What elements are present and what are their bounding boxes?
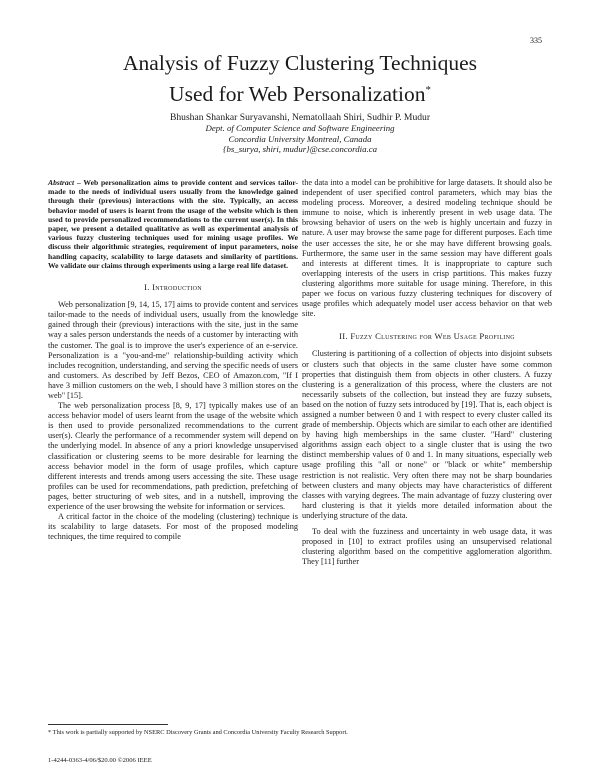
- author-block: [0, 112, 600, 155]
- page-number: 335: [530, 36, 542, 45]
- abstract-label: Abstract –: [48, 178, 81, 187]
- right-column: [302, 178, 552, 567]
- intro-paragraph-1: Web personalization [9, 14, 15, 17] aims to provide content and services tailor-made to the needs of individual users, usually from the knowledge gained through their (previous) interactions with the site, just in the same way a sales person understands the needs of a customer by interacting with the customer. The goal is to improve the user's experience of an e-service. Personalization is a "you-and-me" relationship-building activity which includes recognition, understanding, and serving the specific needs of users and customers. As described by Jeff Bezos, CEO of Amazon.com, "If I have 3 million customers on the web, I should have 3 million stores on the web" [15].: [48, 300, 298, 400]
- left-column: [48, 178, 298, 542]
- title-line-2: Used for Web Personalization: [169, 82, 426, 107]
- section-heading-fuzzy-clustering: II. Fuzzy Clustering for Web Usage Profiling: [339, 331, 515, 342]
- clustering-paragraph-2: To deal with the fuzziness and uncertainty in web usage data, it was proposed in [10] to extract profiles using an unsupervised relational clustering algorithm based on the competitive agglomeration algorithm. They [11] further: [302, 527, 552, 567]
- affiliation-department: Dept. of Computer Science and Software Engineering: [205, 123, 395, 133]
- abstract: [48, 178, 298, 270]
- isbn-line: 1-4244-0363-4/06/$20.00 ©2006 IEEE: [48, 757, 152, 764]
- affiliation-university: Concordia University Montreal, Canada: [228, 133, 372, 144]
- paper-title: [0, 50, 600, 108]
- author-names: Bhushan Shankar Suryavanshi, Nematollaah Shiri, Sudhir P. Mudur: [169, 112, 431, 123]
- section-heading-introduction: I. Introduction: [144, 282, 202, 293]
- title-line-1: Analysis of Fuzzy Clustering Techniques: [123, 51, 477, 75]
- title-footnote-mark: *: [425, 84, 431, 96]
- clustering-paragraph-1: Clustering is partitioning of a collection of objects into disjoint subsets or clusters such that objects in the same cluster have some common properties that distinguish them from objects in other clusters. A fuzzy clustering is a generalization of this process, where the clusters are not necessarily subsets of the collection, but instead they are fuzzy subsets, based on the notion of fuzzy sets introduced by [19]. That is, each object is assigned a number between 0 and 1 with respect to every cluster called its grade of membership. Objects which are similar to each other are identified by having high memberships in the same cluster. "Hard" clustering algorithms assign each object to a single cluster that is using the two distinct membership values of 0 and 1. In many situations, especially web usage profiling this "all or none" or "black or white" membership restriction is not realistic. Very often there may not be sharp boundaries between clusters and many objects may have characteristics of different classes with varying degrees. The main advantage of fuzzy clustering over hard clustering is that it yields more detailed information about the underlying structure of the data.: [302, 349, 552, 520]
- abstract-text: Web personalization aims to provide content and services tailor-made to the needs of individual users usually from the knowledge gained through their (previous) interactions with the site. Typically, an access behavior model of users is learnt from the usage of the website which is then used to provide personalized recommendations to the current user(s). In this paper, we present a detailed qualitative as well as experimental analysis of various fuzzy clustering techniques used for mining usage profiles. We discuss their algorithmic strategies, requirement of input parameters, noise handling capacity, scalability to large datasets and similarity of partitions. We validate our claims through experiments using a large real life dataset.: [48, 178, 299, 270]
- intro-paragraph-3-continued: the data into a model can be prohibitive for large datasets. It should also be independent of user specified control parameters, which may bias the modeling process. Moreover, a desired modeling technique should be immune to noise, which is inherently present in web usage data. The browsing behavior of users on the web is highly uncertain and fuzzy in nature. A user may browse the same page for different purposes. Each time the user accesses the site, he or she may have different browsing goals. Furthermore, the same user in the same session may have different goals and interests at different times. It is inappropriate to capture such overlapping interests of the users in crisp partitions. This makes fuzzy clustering algorithms more suitable for usage mining. Therefore, in this paper we focus on various fuzzy clustering techniques for discovery of usage profiles which adequately model user access behavior on that web site.: [302, 178, 552, 319]
- author-emails: {bs_surya, shiri, mudur}@cse.concordia.ca: [222, 144, 378, 154]
- footnote: * This work is partially supported by NSERC Discovery Grants and Concordia University Faculty Research Support.: [48, 729, 348, 736]
- footnote-rule: [48, 724, 168, 725]
- intro-paragraph-2: The web personalization process [8, 9, 17] typically makes use of an access behavior model of users learnt from the usage of the website which is then used to provide personalized recommendations to the current user(s). Clearly the performance of a recommender system will depend on the underlying model. In absence of any a priori knowledge unsupervised classification or clustering seems to be more desirable for learning the access behavior model in the form of usage profiles, which capture different interests and trends among users accessing the site. These usage profiles can be used for recommendations, path prediction, prefetching of pages, better structuring of web sites, and in a nutshell, improving the experience of the user browsing the website for information or services.: [48, 401, 298, 511]
- intro-paragraph-3: A critical factor in the choice of the modeling (clustering) technique is its scalability to large datasets. For most of the proposed modeling techniques, the time required to compile: [48, 512, 298, 542]
